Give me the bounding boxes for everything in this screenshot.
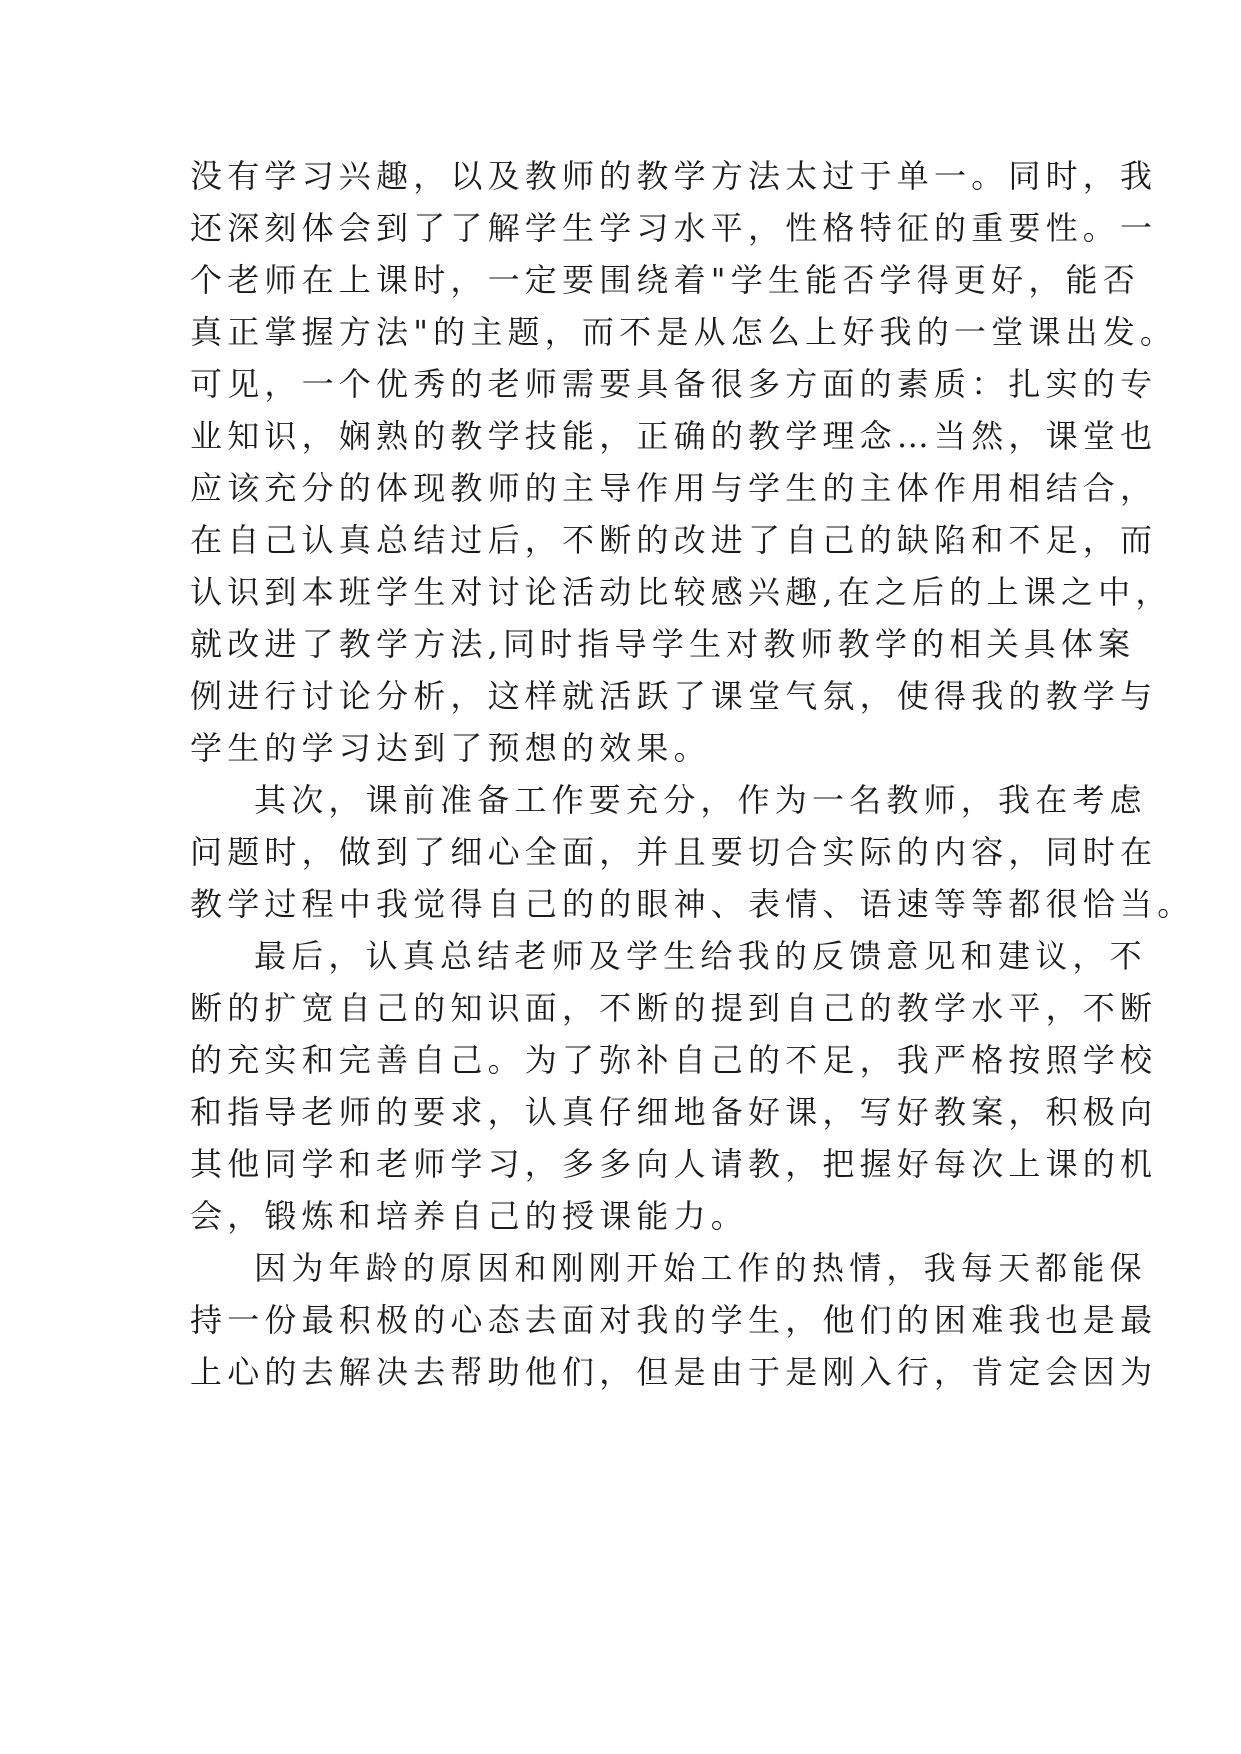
text-line: 没有学习兴趣，以及教师的教学方法太过于单一。同时，我 [190,157,1158,195]
text-line: 和指导老师的要求，认真仔细地备好课，写好教案，积极向 [190,1093,1158,1131]
text-line: 其次，课前准备工作要充分，作为一名教师，我在考虑 [254,781,1147,819]
text-line: 还深刻体会到了了解学生学习水平，性格特征的重要性。一 [190,209,1158,247]
text-line: 在自己认真总结过后，不断的改进了自己的缺陷和不足，而 [190,521,1158,559]
text-line: 个老师在上课时，一定要围绕着"学生能否学得更好，能否 [190,261,1140,299]
text-line: 可见，一个优秀的老师需要具备很多方面的素质：扎实的专 [190,365,1158,403]
text-line: 其他同学和老师学习，多多向人请教，把握好每次上课的机 [190,1145,1158,1183]
text-line: 会，锻炼和培养自己的授课能力。 [190,1197,749,1235]
document-body [190,150,1195,1398]
text-line: 学生的学习达到了预想的效果。 [190,729,711,767]
text-line: 上心的去解决去帮助他们，但是由于是刚入行，肯定会因为 [190,1353,1158,1391]
text-line: 真正掌握方法"的主题，而不是从怎么上好我的一堂课出发。 [190,313,1178,351]
text-line: 持一份最积极的心态去面对我的学生，他们的困难我也是最 [190,1301,1158,1339]
text-line: 因为年龄的原因和刚刚开始工作的热情，我每天都能保 [254,1249,1147,1287]
text-line: 应该充分的体现教师的主导作用与学生的主体作用相结合， [190,469,1158,507]
text-line: 的充实和完善自己。为了弥补自己的不足，我严格按照学校 [190,1041,1158,1079]
text-line: 业知识，娴熟的教学技能，正确的教学理念…当然，课堂也 [190,417,1158,455]
text-line: 最后，认真总结老师及学生给我的反馈意见和建议，不 [254,937,1147,975]
text-line: 教学过程中我觉得自己的的眼神、表情、语速等等都很恰当。 [190,885,1195,923]
text-line: 问题时，做到了细心全面，并且要切合实际的内容，同时在 [190,833,1158,871]
text-line: 断的扩宽自己的知识面，不断的提到自己的教学水平，不断 [190,989,1158,1027]
text-line: 例进行讨论分析，这样就活跃了课堂气氛，使得我的教学与 [190,677,1158,715]
text-line: 就改进了教学方法,同时指导学生对教师教学的相关具体案 [190,625,1136,663]
text-line: 认识到本班学生对讨论活动比较感兴趣,在之后的上课之中， [190,573,1173,611]
